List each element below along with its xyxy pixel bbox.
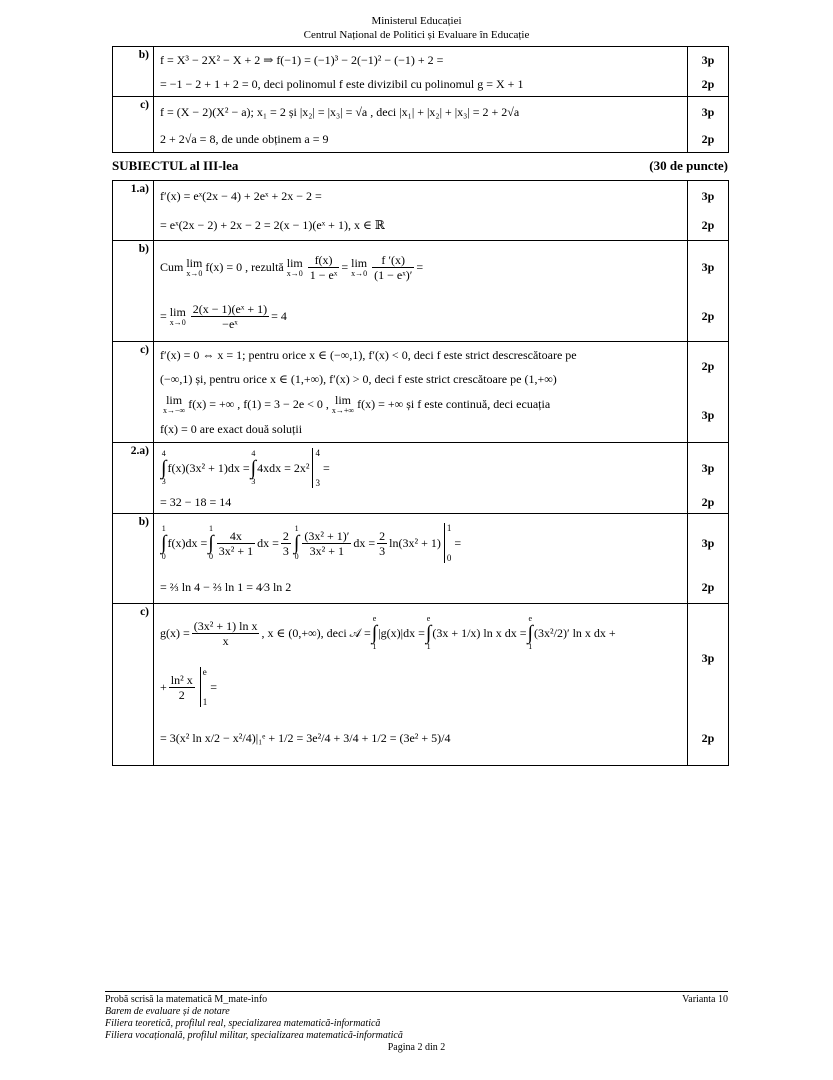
integral-sign: 1 ∫ 0 [161,524,167,561]
points-value: 3p [701,460,715,475]
fraction [308,253,340,282]
solution-line: = −1 − 2 + 1 + 2 = 0, deci polinomul f este divizibil cu polinomul g = X + 1 [160,76,524,91]
points-value: 3p [701,188,715,203]
solution-line: = 32 − 18 = 14 [160,495,232,509]
equals-sign: = [341,259,349,274]
footer-track-vocational: Filiera vocațională, profilul militar, specializarea matematică-informatică [105,1030,403,1041]
lower-bound: 0 [294,552,299,561]
denominator: 2 [178,687,185,702]
upper-bound: 4 [315,448,320,458]
denominator: 1 − eˣ [309,267,338,282]
evaluation-bar [200,667,208,707]
upper-bound: 4 [161,449,166,458]
upper-bound: 1 [446,523,452,533]
points-value: 2p [701,495,715,509]
solution-line [160,604,681,662]
row-points [688,97,729,153]
fraction [169,673,195,702]
limit-symbol: lim [286,255,303,270]
limit-expression [332,394,354,415]
lower-bound: 1 [372,642,377,651]
ministry-name: Ministerul Educației [371,15,462,27]
limit-expression [186,257,202,278]
lower-bound: 3 [315,478,320,488]
text-fragment: (3x + 1/x) ln x dx = [432,625,527,640]
row-content [154,443,688,514]
footer-scheme: Barem de evaluare și de notare [105,1006,230,1017]
text-fragment: = 4 [271,309,287,323]
lower-bound: 3 [161,477,166,486]
fraction [302,529,351,558]
row-label: c) [113,97,154,153]
limit-symbol: lim [166,392,183,407]
grading-row [113,47,729,97]
grading-row [113,241,729,342]
numerator: f ′(x) [372,253,414,268]
text-fragment: g(x) = [160,625,190,640]
fraction [192,619,260,648]
text-fragment: f(x) = +∞ , f(1) = 3 − 2e < 0 , [188,396,329,411]
fraction [372,253,414,282]
text-fragment: (3x²/2)′ ln x dx + [534,625,616,640]
variant-number: Varianta 10 [682,994,728,1005]
limit-symbol: lim [335,392,352,407]
row-points [688,514,729,604]
row-points [688,342,729,443]
denominator: 3 [282,543,289,558]
text-fragment: dx = [257,535,279,550]
denominator: 3 [379,543,386,558]
row-content [154,97,688,153]
integral-sign: e ∫ 1 [425,614,432,651]
text-fragment: f(x)dx = [167,535,208,550]
numerator: 2(x − 1)(eˣ + 1) [192,302,268,316]
limit-subscript: x→−∞ [163,405,186,415]
row-content [154,514,688,604]
grading-row [113,443,729,514]
solution-line: f(x) = 0 are exact două soluții [160,421,303,436]
numerator: ln² x [170,672,193,687]
denominator: 3x² + 1 [309,543,345,558]
text-fragment: f(x)(3x² + 1)dx = [167,460,250,475]
text-fragment: = [454,535,462,550]
integral-sign: e ∫ 1 [527,614,534,651]
text-fragment: dx = [353,535,376,550]
denominator: 3x² + 1 [218,543,254,558]
points-value: 3p [701,104,715,119]
row-label: 1.a) [113,181,154,241]
footer-subject: Probă scrisă la matematică M_mate-info [105,994,268,1005]
lower-bound: 1 [202,697,208,707]
fraction [377,529,387,558]
row-label: b) [113,514,154,604]
points-value: 3p [701,535,715,550]
evaluation-bar [312,448,320,488]
solution-line: (−∞,1) și, pentru orice x ∈ (1,+∞), f′(x) > 0, deci f este strict crescătoare pe (1,+∞) [160,371,557,386]
equals-sign: = [416,259,424,274]
solution-line: 2 + 2√a = 8, de unde obținem a = 9 [160,131,329,146]
document-header [0,14,833,42]
integral-sign: 4 ∫ 3 [250,449,257,486]
upper-bound: 1 [208,524,213,533]
page-number: Pagina 2 din 2 [387,1042,446,1053]
lower-bound: 0 [161,552,166,561]
limit-expression [287,257,303,278]
text-fragment: 4xdx = 2x² [257,460,310,475]
numerator: 4x [217,529,255,544]
solution-line [160,293,681,340]
grading-row [113,342,729,443]
points-value: 3p [701,407,715,422]
limit-subscript: x→+∞ [331,405,355,415]
limit-symbol: lim [169,305,186,319]
integral-sign: 1 ∫ 0 [208,524,214,561]
row-content [154,47,688,97]
grading-row [113,514,729,604]
center-name: Centrul Național de Politici și Evaluare în Educație [303,29,530,41]
solution-line [160,443,681,493]
upper-bound: e [202,667,207,677]
upper-bound: 1 [294,524,299,533]
solution-line: f′(x) = eˣ(2x − 4) + 2eˣ + 2x − 2 = [160,188,322,203]
solution-line: = eˣ(2x − 2) + 2x − 2 = 2(x − 1)(eˣ + 1), x ∈ ℝ [160,217,385,232]
text-fragment: f(x) = +∞ și f este continuă, deci ecuația [357,396,551,411]
grading-table-main [112,180,729,766]
evaluation-bar [444,523,452,563]
row-content [154,342,688,443]
fraction [281,529,291,558]
numerator: (3x² + 1)′ [304,528,350,543]
text-fragment: + [160,679,167,694]
integral-sign: e ∫ 1 [371,614,378,651]
grading-row [113,181,729,241]
solution-line [160,241,681,293]
points-value: 2p [701,309,715,323]
integral-sign: 1 ∫ 0 [293,524,300,561]
text-fragment: Cum [160,259,184,274]
solution-line [160,390,681,418]
upper-bound: 1 [161,524,166,533]
denominator: −eˣ [222,317,238,331]
solution-line: = ⅔ ln 4 − ⅔ ln 1 = 4⁄3 ln 2 [160,579,292,594]
lower-bound: 3 [251,477,256,486]
row-points [688,443,729,514]
text-fragment: |g(x)|dx = [378,625,425,640]
denominator: x [222,633,229,648]
solution-line [160,662,681,712]
text-fragment: = [210,679,217,694]
row-label: c) [113,604,154,766]
upper-bound: e [426,614,431,623]
points-value: 2p [701,579,715,594]
solution-line: = 3(x² ln x/2 − x²/4)|₁ᵉ + 1/2 = 3e²/4 + 3/4 + 1/2 = (3e² + 5)/4 [160,730,451,745]
section-title: SUBIECTUL al III-lea [112,158,239,173]
points-value: 2p [701,76,715,91]
limit-subscript: x→0 [351,268,368,278]
numerator: 2 [379,528,386,543]
fraction [191,302,269,331]
text-fragment: f(x) = 0 , rezultă [205,259,284,274]
row-content [154,241,688,342]
row-label: 2.a) [113,443,154,514]
text-fragment: = [160,309,167,323]
row-points [688,241,729,342]
grading-row [113,604,729,766]
solution-line: f′(x) = 0 ⇔ x = 1; pentru orice x ∈ (−∞,1), f′(x) < 0, deci f este strict descrescătoare pe [160,347,577,362]
lower-bound: 1 [426,642,431,651]
text-fragment: , x ∈ (0,+∞), deci 𝒜 = [261,625,371,640]
section-points: (30 de puncte) [649,158,728,173]
grading-row [113,97,729,153]
limit-symbol: lim [351,255,368,270]
limit-expression [170,306,186,327]
points-value: 3p [701,650,715,665]
section-heading [112,158,728,176]
grading-table-top [112,46,729,153]
limit-subscript: x→0 [169,318,186,327]
row-points [688,47,729,97]
lower-bound: 0 [446,553,452,563]
upper-bound: e [528,614,533,623]
points-value: 2p [701,131,715,146]
numerator: f(x) [308,253,340,268]
solution-line [160,514,681,572]
solution-line: f = X³ − 2X² − X + 2 ⇒ f(−1) = (−1)³ − 2(−1)² − (−1) + 2 = [160,52,444,67]
limit-expression [351,257,367,278]
points-value: 3p [701,52,715,67]
numerator: 2 [282,528,289,543]
lower-bound: 0 [208,552,213,561]
points-value: 3p [701,259,715,274]
row-points [688,604,729,766]
denominator: (1 − eˣ)′ [374,267,413,282]
upper-bound: 4 [251,449,256,458]
points-value: 2p [701,217,715,232]
row-label: b) [113,241,154,342]
text-fragment: ln(3x² + 1) [389,535,441,550]
limit-symbol: lim [186,255,203,270]
points-value: 2p [701,358,715,373]
limit-subscript: x→0 [286,268,303,278]
limit-expression [163,394,185,415]
row-label: c) [113,342,154,443]
numerator: (3x² + 1) ln x [193,618,258,633]
lower-bound: 1 [528,642,533,651]
footer-track-theoretical: Filiera teoretică, profilul real, specializarea matematică-informatică [105,1018,381,1029]
document-footer [105,991,728,1054]
limit-subscript: x→0 [186,268,203,278]
row-content [154,181,688,241]
upper-bound: e [372,614,377,623]
fraction [217,529,255,558]
row-points [688,181,729,241]
integral-sign: 4 ∫ 3 [161,449,167,486]
text-fragment: = [322,460,330,475]
solution-line: f = (X − 2)(X² − a); x₁ = 2 și |x₂| = |x₃| = √a , deci |x₁| + |x₂| + |x₃| = 2 + 2√a [160,104,520,119]
row-label: b) [113,47,154,97]
row-content [154,604,688,766]
points-value: 2p [701,730,715,745]
